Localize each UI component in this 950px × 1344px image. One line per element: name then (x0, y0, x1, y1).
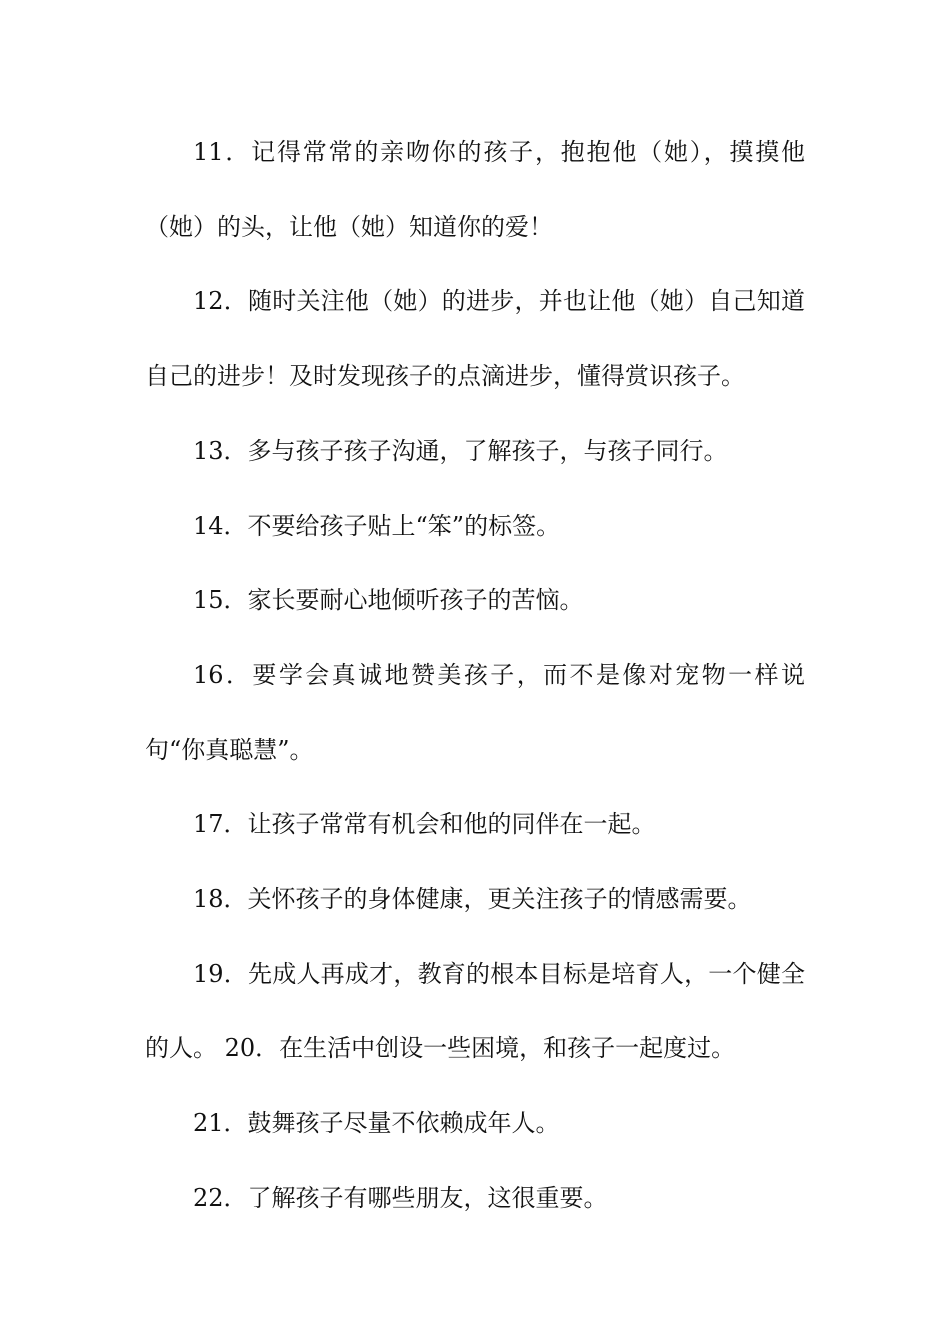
paragraph-12: 12．随时关注他（她）的进步，并也让他（她）自己知道自己的进步！及时发现孩子的点滴进步，懂得赏识孩子。 (145, 287, 805, 391)
paragraph-15: 15．家长要耐心地倾听孩子的苦恼。 (193, 586, 584, 615)
paragraph-11: 11．记得常常的亲吻你的孩子，抱抱他（她），摸摸他（她）的头，让他（她）知道你的爱！ (145, 138, 805, 241)
paragraph-18: 18．关怀孩子的身体健康，更关注孩子的情感需要。 (193, 885, 752, 914)
paragraph-16: 16．要学会真诚地赞美孩子，而不是像对宠物一样说句“你真聪慧”。 (145, 660, 805, 764)
paragraph-17: 17．让孩子常常有机会和他的同伴在一起。 (193, 810, 656, 839)
document-body (145, 0, 805, 1236)
paragraph-14: 14．不要给孩子贴上“笨”的标签。 (193, 511, 561, 540)
paragraph-13: 13．多与孩子孩子沟通，了解孩子，与孩子同行。 (193, 436, 728, 465)
paragraph-21: 21．鼓舞孩子尽量不依赖成年人。 (193, 1109, 560, 1138)
paragraph-19-20: 19．先成人再成才，教育的根本目标是培育人，一个健全的人。 20．在生活中创设一些困境，和孩子一起度过。 (145, 959, 805, 1063)
paragraph-22: 22．了解孩子有哪些朋友，这很重要。 (193, 1183, 608, 1212)
